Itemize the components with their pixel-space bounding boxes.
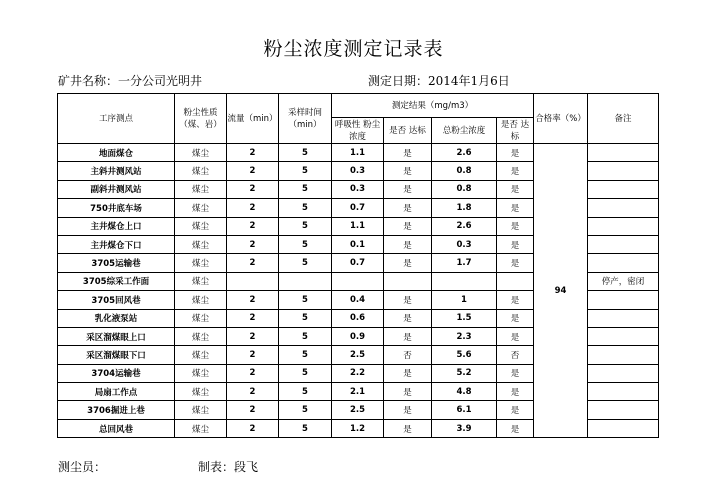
cell-flow: 2 bbox=[227, 144, 279, 162]
cell-resp-conc: 0.9 bbox=[332, 327, 384, 345]
header-flow: 流量（min） bbox=[227, 94, 279, 144]
cell-total-ok: 是 bbox=[497, 364, 534, 382]
cell-total-ok bbox=[497, 272, 534, 290]
cell-total-ok: 是 bbox=[497, 199, 534, 217]
cell-sample-time: 5 bbox=[279, 217, 332, 235]
cell-total-conc: 2.3 bbox=[432, 327, 497, 345]
cell-remarks bbox=[588, 235, 659, 253]
cell-total-conc: 0.8 bbox=[432, 162, 497, 180]
cell-resp-ok: 是 bbox=[384, 401, 432, 419]
cell-resp-conc: 1.1 bbox=[332, 217, 384, 235]
header-dust-type: 粉尘性质 （煤、岩） bbox=[175, 94, 227, 144]
table-row bbox=[58, 144, 659, 162]
cell-flow: 2 bbox=[227, 419, 279, 437]
cell-total-conc: 1.8 bbox=[432, 199, 497, 217]
cell-sample-time: 5 bbox=[279, 235, 332, 253]
cell-dust-type: 煤尘 bbox=[175, 217, 227, 235]
cell-resp-conc: 2.1 bbox=[332, 383, 384, 401]
header-remarks: 备注 bbox=[588, 94, 659, 144]
cell-total-conc: 4.8 bbox=[432, 383, 497, 401]
cell-location: 副斜井测风站 bbox=[58, 180, 175, 198]
cell-dust-type: 煤尘 bbox=[175, 383, 227, 401]
cell-total-conc: 0.3 bbox=[432, 235, 497, 253]
cell-location: 采区溜煤眼上口 bbox=[58, 327, 175, 345]
cell-location: 主井煤仓上口 bbox=[58, 217, 175, 235]
cell-total-conc: 5.2 bbox=[432, 364, 497, 382]
cell-remarks bbox=[588, 199, 659, 217]
cell-sample-time: 5 bbox=[279, 383, 332, 401]
header-total-ok: 是否 达标 bbox=[497, 118, 534, 144]
header-sample-time: 采样时间（min） bbox=[279, 94, 332, 144]
cell-location: 主井煤仓下口 bbox=[58, 235, 175, 253]
cell-location: 采区溜煤眼下口 bbox=[58, 346, 175, 364]
dust-record-table bbox=[57, 93, 659, 438]
cell-resp-conc: 2.2 bbox=[332, 364, 384, 382]
cell-resp-ok: 是 bbox=[384, 235, 432, 253]
cell-resp-ok: 是 bbox=[384, 144, 432, 162]
cell-flow: 2 bbox=[227, 309, 279, 327]
cell-resp-conc: 0.4 bbox=[332, 291, 384, 309]
header-result-group: 测定结果（mg/m3） bbox=[332, 94, 534, 118]
cell-remarks bbox=[588, 364, 659, 382]
cell-resp-ok: 是 bbox=[384, 309, 432, 327]
cell-remarks bbox=[588, 162, 659, 180]
cell-sample-time: 5 bbox=[279, 401, 332, 419]
cell-remarks bbox=[588, 401, 659, 419]
cell-dust-type: 煤尘 bbox=[175, 199, 227, 217]
header-total-conc: 总粉尘浓度 bbox=[432, 118, 497, 144]
cell-dust-type: 煤尘 bbox=[175, 364, 227, 382]
cell-sample-time: 5 bbox=[279, 346, 332, 364]
cell-total-conc bbox=[432, 272, 497, 290]
cell-total-ok: 是 bbox=[497, 327, 534, 345]
cell-location: 总回风巷 bbox=[58, 419, 175, 437]
cell-resp-conc: 0.3 bbox=[332, 180, 384, 198]
cell-resp-conc bbox=[332, 272, 384, 290]
cell-total-ok: 是 bbox=[497, 235, 534, 253]
cell-remarks bbox=[588, 180, 659, 198]
cell-location: 局扇工作点 bbox=[58, 383, 175, 401]
cell-total-ok: 是 bbox=[497, 254, 534, 272]
cell-total-ok: 是 bbox=[497, 309, 534, 327]
cell-dust-type: 煤尘 bbox=[175, 309, 227, 327]
cell-resp-ok: 是 bbox=[384, 199, 432, 217]
cell-flow: 2 bbox=[227, 401, 279, 419]
cell-remarks bbox=[588, 346, 659, 364]
cell-dust-type: 煤尘 bbox=[175, 419, 227, 437]
cell-resp-conc: 0.7 bbox=[332, 199, 384, 217]
cell-total-ok: 是 bbox=[497, 419, 534, 437]
cell-sample-time: 5 bbox=[279, 254, 332, 272]
cell-total-conc: 1.7 bbox=[432, 254, 497, 272]
cell-sample-time: 5 bbox=[279, 180, 332, 198]
cell-location: 地面煤仓 bbox=[58, 144, 175, 162]
cell-resp-ok: 否 bbox=[384, 346, 432, 364]
cell-sample-time: 5 bbox=[279, 364, 332, 382]
cell-sample-time: 5 bbox=[279, 291, 332, 309]
cell-flow: 2 bbox=[227, 327, 279, 345]
table-maker-label: 制表：段飞 bbox=[198, 460, 259, 474]
cell-resp-conc: 0.3 bbox=[332, 162, 384, 180]
cell-flow bbox=[227, 272, 279, 290]
cell-total-ok: 是 bbox=[497, 217, 534, 235]
header-pass-rate: 合格率（%） bbox=[534, 94, 588, 144]
cell-sample-time: 5 bbox=[279, 162, 332, 180]
cell-flow: 2 bbox=[227, 235, 279, 253]
cell-resp-ok: 是 bbox=[384, 162, 432, 180]
cell-total-conc: 6.1 bbox=[432, 401, 497, 419]
cell-resp-ok: 是 bbox=[384, 180, 432, 198]
cell-total-ok: 是 bbox=[497, 291, 534, 309]
cell-location: 3705综采工作面 bbox=[58, 272, 175, 290]
cell-resp-ok: 是 bbox=[384, 383, 432, 401]
cell-total-conc: 1.5 bbox=[432, 309, 497, 327]
cell-total-ok: 是 bbox=[497, 401, 534, 419]
cell-resp-conc: 1.2 bbox=[332, 419, 384, 437]
cell-total-ok: 否 bbox=[497, 346, 534, 364]
cell-remarks bbox=[588, 327, 659, 345]
cell-dust-type: 煤尘 bbox=[175, 180, 227, 198]
cell-dust-type: 煤尘 bbox=[175, 144, 227, 162]
cell-sample-time: 5 bbox=[279, 309, 332, 327]
cell-sample-time: 5 bbox=[279, 144, 332, 162]
cell-sample-time: 5 bbox=[279, 199, 332, 217]
cell-resp-ok: 是 bbox=[384, 327, 432, 345]
cell-resp-conc: 0.6 bbox=[332, 309, 384, 327]
header-resp-conc: 呼吸性 粉尘浓度 bbox=[332, 118, 384, 144]
cell-flow: 2 bbox=[227, 346, 279, 364]
cell-remarks bbox=[588, 217, 659, 235]
cell-total-conc: 2.6 bbox=[432, 217, 497, 235]
cell-resp-conc: 1.1 bbox=[332, 144, 384, 162]
cell-location: 乳化液泵站 bbox=[58, 309, 175, 327]
cell-total-conc: 5.6 bbox=[432, 346, 497, 364]
cell-total-ok: 是 bbox=[497, 383, 534, 401]
cell-flow: 2 bbox=[227, 217, 279, 235]
page-title: 粉尘浓度测定记录表 bbox=[263, 38, 444, 60]
cell-dust-type: 煤尘 bbox=[175, 327, 227, 345]
cell-flow: 2 bbox=[227, 180, 279, 198]
cell-location: 3706掘进上巷 bbox=[58, 401, 175, 419]
cell-flow: 2 bbox=[227, 364, 279, 382]
cell-resp-ok: 是 bbox=[384, 419, 432, 437]
cell-location: 3705运输巷 bbox=[58, 254, 175, 272]
cell-dust-type: 煤尘 bbox=[175, 235, 227, 253]
cell-total-conc: 3.9 bbox=[432, 419, 497, 437]
header-resp-ok: 是否 达标 bbox=[384, 118, 432, 144]
cell-resp-ok: 是 bbox=[384, 291, 432, 309]
cell-dust-type: 煤尘 bbox=[175, 291, 227, 309]
mine-name: 矿井名称：一分公司光明井 bbox=[58, 74, 203, 88]
cell-remarks bbox=[588, 291, 659, 309]
cell-flow: 2 bbox=[227, 199, 279, 217]
cell-flow: 2 bbox=[227, 162, 279, 180]
header-location: 工序测点 bbox=[58, 94, 175, 144]
cell-total-conc: 1 bbox=[432, 291, 497, 309]
cell-resp-ok: 是 bbox=[384, 217, 432, 235]
cell-dust-type: 煤尘 bbox=[175, 346, 227, 364]
cell-remarks bbox=[588, 383, 659, 401]
cell-total-ok: 是 bbox=[497, 180, 534, 198]
cell-resp-conc: 0.1 bbox=[332, 235, 384, 253]
cell-total-ok: 是 bbox=[497, 144, 534, 162]
cell-flow: 2 bbox=[227, 291, 279, 309]
cell-sample-time: 5 bbox=[279, 419, 332, 437]
cell-dust-type: 煤尘 bbox=[175, 401, 227, 419]
cell-remarks bbox=[588, 144, 659, 162]
cell-resp-ok: 是 bbox=[384, 364, 432, 382]
cell-total-ok: 是 bbox=[497, 162, 534, 180]
cell-resp-ok: 是 bbox=[384, 254, 432, 272]
cell-dust-type: 煤尘 bbox=[175, 272, 227, 290]
cell-sample-time bbox=[279, 272, 332, 290]
cell-location: 750井底车场 bbox=[58, 199, 175, 217]
pass-rate-value: 94 bbox=[534, 144, 588, 438]
cell-location: 3704运输巷 bbox=[58, 364, 175, 382]
dust-tester-label: 测尘员： bbox=[58, 460, 107, 474]
measure-date: 测定日期：2014年1月6日 bbox=[368, 74, 510, 88]
cell-location: 主斜井测风站 bbox=[58, 162, 175, 180]
cell-total-conc: 2.6 bbox=[432, 144, 497, 162]
cell-total-conc: 0.8 bbox=[432, 180, 497, 198]
cell-remarks bbox=[588, 309, 659, 327]
cell-remarks: 停产，密闭 bbox=[588, 272, 659, 290]
cell-resp-conc: 0.7 bbox=[332, 254, 384, 272]
cell-dust-type: 煤尘 bbox=[175, 254, 227, 272]
cell-dust-type: 煤尘 bbox=[175, 162, 227, 180]
cell-flow: 2 bbox=[227, 383, 279, 401]
cell-remarks bbox=[588, 254, 659, 272]
cell-remarks bbox=[588, 419, 659, 437]
cell-flow: 2 bbox=[227, 254, 279, 272]
cell-resp-conc: 2.5 bbox=[332, 346, 384, 364]
cell-resp-ok bbox=[384, 272, 432, 290]
cell-resp-conc: 2.5 bbox=[332, 401, 384, 419]
cell-location: 3705回风巷 bbox=[58, 291, 175, 309]
cell-sample-time: 5 bbox=[279, 327, 332, 345]
